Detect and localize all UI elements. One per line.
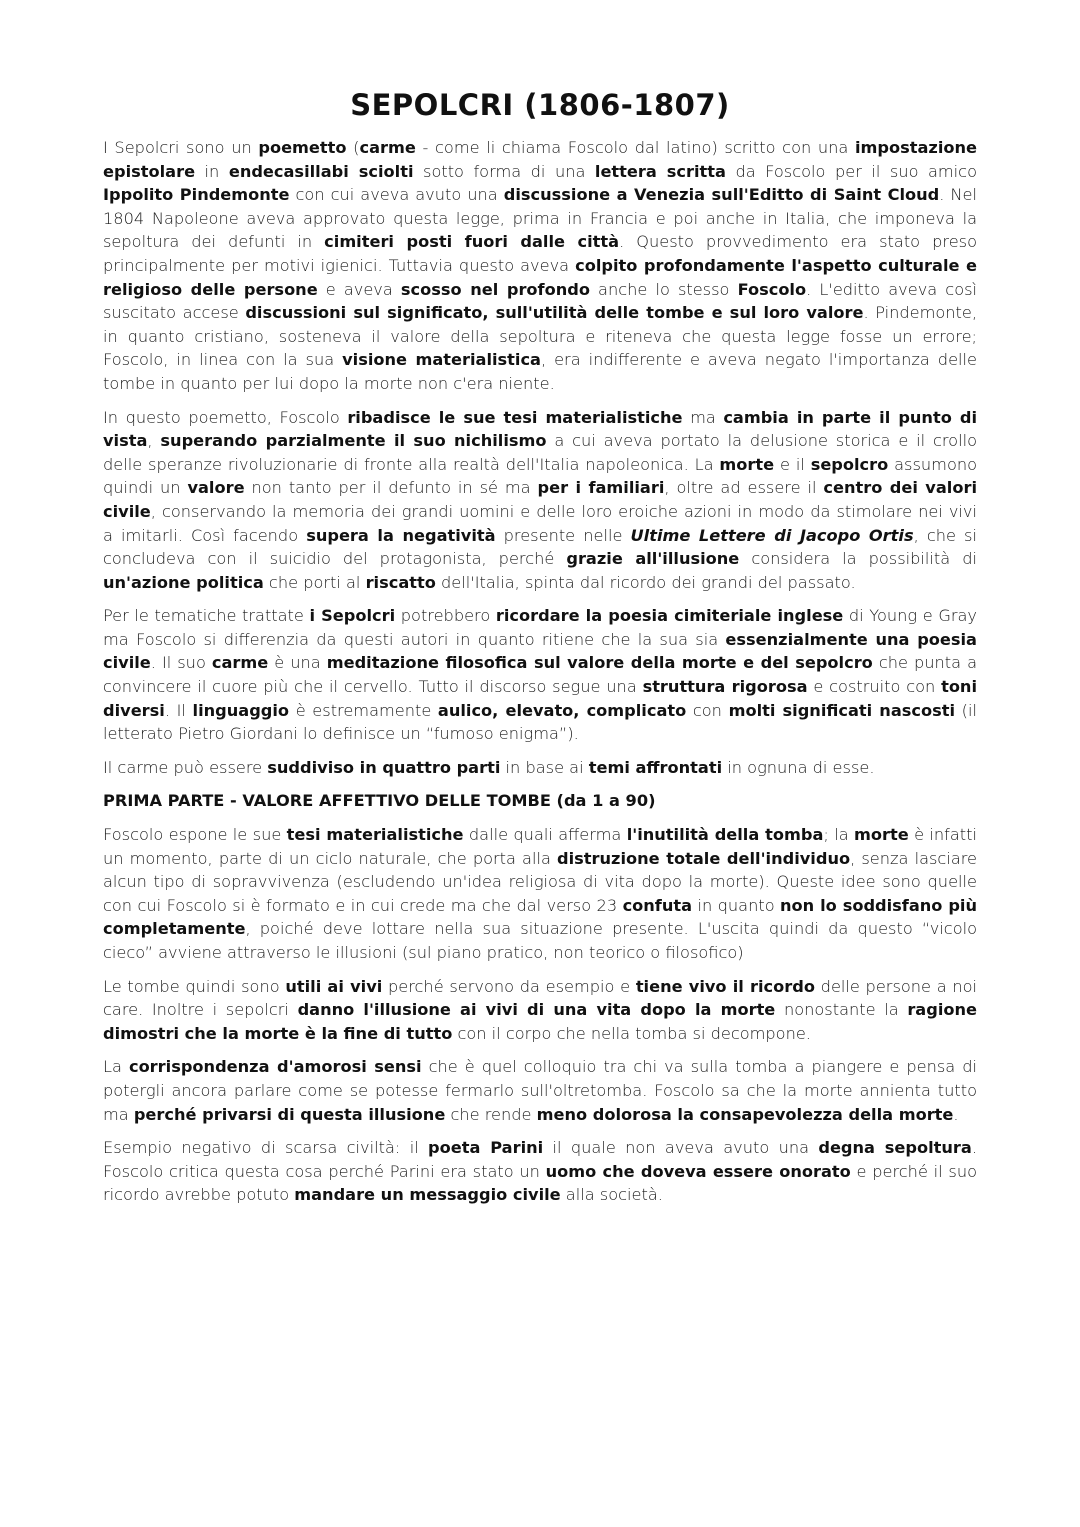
body-text: che punta a convincere il cuore più che il cervello. Tutto il discorso segue una xyxy=(103,653,977,697)
emphasis-text: superando parzialmente il suo nichilismo xyxy=(160,431,547,451)
emphasis-text: morte xyxy=(719,454,775,474)
body-text: sotto forma di una xyxy=(413,161,595,181)
emphasis-text: meno dolorosa la consapevolezza della morte xyxy=(536,1104,954,1124)
emphasis-text: Foscolo xyxy=(737,279,807,299)
emphasis-text: molti significati nascosti xyxy=(728,700,956,720)
body-text: In questo poemetto, Foscolo xyxy=(103,407,348,427)
body-text: è estremamente xyxy=(289,700,438,720)
body-text: e il xyxy=(774,454,811,474)
emphasis-text: danno l'illusione ai vivi di una vita dopo la morte xyxy=(297,1000,776,1020)
body-text: e aveva xyxy=(317,279,401,299)
body-text: , oltre ad essere il xyxy=(664,478,824,498)
body-text: con cui aveva avuto una xyxy=(289,185,504,205)
emphasis-text: linguaggio xyxy=(192,700,290,720)
emphasis-text: non lo soddisfano più completamente xyxy=(103,895,977,939)
body-text: in ognuna di esse. xyxy=(722,757,875,777)
emphasis-text: meditazione filosofica sul valore della morte e del sepolcro xyxy=(326,653,873,673)
body-text: La xyxy=(103,1057,129,1077)
body-text: nonostante la xyxy=(775,1000,908,1020)
emphasis-text: impostazione epistolare xyxy=(103,138,977,181)
body-text: . Pindemonte, in quanto cristiano, sosteneva il valore della sepoltura e riteneva che questa legge fosse un errore; Foscolo, in linea con la sua xyxy=(103,303,978,370)
document-title: SEPOLCRI (1806-1807) xyxy=(350,88,730,122)
body-text: , conservando la memoria dei grandi uomini e delle loro eroiche azioni in modo da stimolare nei vivi a imitarli. Così facendo xyxy=(103,501,977,545)
body-text: che rende xyxy=(445,1104,537,1124)
section-paragraphs xyxy=(103,823,977,1207)
emphasis-text: ribadisce le sue tesi materialistiche xyxy=(347,407,683,427)
emphasis-text: discussioni sul significato, sull'utilità delle tombe e sul loro valore xyxy=(245,303,864,323)
emphasis-text: tiene vivo il ricordo xyxy=(635,976,815,996)
body-text: . Questo provvedimento era stato preso principalmente per motivi igienici. Tuttavia questo aveva xyxy=(103,232,977,275)
emphasis-text: poeta Parini xyxy=(428,1138,544,1158)
emphasis-text: toni diversi xyxy=(103,677,978,720)
document-page xyxy=(103,88,977,1217)
body-text: . L'editto aveva così suscitato accese xyxy=(103,279,978,323)
body-text: di Young e Gray ma Foscolo si differenzia da questi autori in quanto ritiene che la sua sia xyxy=(103,606,978,649)
section-heading: PRIMA PARTE - VALORE AFFETTIVO DELLE TOMBE (da 1 a 90) xyxy=(103,791,656,811)
body-text: è infatti un momento, parte di un ciclo naturale, che porta alla xyxy=(103,825,977,868)
emphasis-text: morte xyxy=(854,825,909,845)
body-text: dalle quali afferma xyxy=(463,825,627,845)
emphasis-text: per i familiari xyxy=(537,478,665,498)
body-text: I Sepolcri sono un xyxy=(103,138,259,157)
body-text: - come li chiama Foscolo dal latino) scritto con una xyxy=(415,138,855,157)
body-text: perché servono da esempio e xyxy=(382,976,636,996)
emphasis-text: utili ai vivi xyxy=(285,976,383,996)
emphasis-text: mandare un messaggio civile xyxy=(294,1185,561,1205)
body-text: , che si concludeva con il suicidio del protagonista, perché xyxy=(103,525,977,569)
body-text: in base ai xyxy=(500,757,589,777)
body-text: , xyxy=(147,431,161,451)
emphasis-text: ricordare la poesia cimiteriale inglese xyxy=(495,606,844,626)
emphasis-text: perché privarsi di questa illusione xyxy=(133,1104,446,1124)
body-text: e costruito con xyxy=(807,677,942,697)
emphasis-text: tesi materialistiche xyxy=(286,825,464,845)
body-text: assumono quindi un xyxy=(103,454,978,498)
body-text: , senza lasciare alcun tipo di sopravvivenza (escludendo un'idea religiosa di vita dopo la morte). Queste idee sono quelle con cui Foscolo si è formato e in cui crede ma che dal verso 23 xyxy=(103,848,977,915)
emphasis-text: l'inutilità della tomba xyxy=(626,825,824,845)
body-text: Le tombe quindi sono xyxy=(103,976,286,996)
body-text: . xyxy=(953,1104,959,1124)
body-text: da Foscolo per il suo amico xyxy=(725,161,977,181)
emphasis-text: supera la negatività xyxy=(306,525,496,545)
body-text: . Il suo xyxy=(150,653,212,673)
paragraph-p8 xyxy=(103,1136,977,1207)
body-text: Foscolo espone le sue xyxy=(103,825,287,845)
body-text: ma xyxy=(682,407,724,427)
body-text: presente nelle xyxy=(495,525,631,545)
body-text: che porti al xyxy=(263,572,366,592)
body-text: in xyxy=(195,161,229,181)
emphasis-text: centro dei valori civile xyxy=(103,478,977,521)
emphasis-text: carme xyxy=(211,653,269,673)
emphasis-text: poemetto xyxy=(258,138,347,157)
paragraph-p2 xyxy=(103,406,977,595)
emphasis-text: colpito profondamente l'aspetto culturale e religioso delle persone xyxy=(103,255,977,299)
emphasis-text: un'azione politica xyxy=(103,572,264,592)
body-text: e perché il suo ricordo avrebbe potuto xyxy=(103,1161,977,1205)
emphasis-text: sepolcro xyxy=(810,454,889,474)
emphasis-text: suddiviso in quattro parti xyxy=(267,757,501,777)
emphasis-text: struttura rigorosa xyxy=(642,677,808,697)
body-text: è una xyxy=(268,653,327,673)
body-text: con xyxy=(686,700,729,720)
emphasis-text: cambia in parte il punto di vista xyxy=(103,407,977,451)
body-text: Per le tematiche trattate xyxy=(103,606,310,626)
emphasis-text: confuta xyxy=(622,895,693,915)
paragraph-p4 xyxy=(103,756,977,780)
emphasis-text: distruzione totale dell'individuo xyxy=(557,848,851,868)
emphasis-text: grazie all'illusione xyxy=(566,549,740,569)
emphasis-text: essenzialmente una poesia civile xyxy=(103,629,977,673)
emphasis-text: aulico, elevato, complicato xyxy=(437,700,687,720)
emphasis-text: uomo che doveva essere onorato xyxy=(545,1161,851,1181)
body-text: Il carme può essere xyxy=(103,757,268,777)
body-text: alla società. xyxy=(560,1185,663,1205)
body-text: non tanto per il defunto in sé ma xyxy=(244,478,538,498)
paragraph-p1 xyxy=(103,136,977,396)
emphasis-text: corrispondenza d'amorosi sensi xyxy=(128,1057,422,1077)
emphasis-text: riscatto xyxy=(365,572,436,592)
emphasis-text: endecasillabi sciolti xyxy=(228,161,414,181)
emphasis-text: visione materialistica xyxy=(342,350,541,370)
emphasis-text: carme xyxy=(359,138,416,157)
emphasis-text: scosso nel profondo xyxy=(400,279,590,299)
body-text: dell'Italia, spinta dal ricordo dei grandi del passato. xyxy=(435,572,856,592)
body-text: il quale non aveva avuto una xyxy=(543,1138,819,1158)
emphasis-text: valore xyxy=(187,478,245,498)
emphasis-text: discussione a Venezia sull'Editto di Saint Cloud xyxy=(503,185,940,205)
body-text: . Foscolo critica questa cosa perché Parini era stato un xyxy=(103,1138,977,1181)
body-text: che è quel colloquio tra chi va sulla tomba a piangere e pensa di potergli ancora parlare come se potesse fermarlo sull'oltretomba. Foscolo sa che la morte annienta tutto ma xyxy=(103,1057,977,1124)
emphasis-text: Ippolito Pindemonte xyxy=(103,185,290,205)
body-text: (il letterato Pietro Giordani lo definisce un “fumoso enigma”). xyxy=(103,700,977,744)
body-text: con il corpo che nella tomba si decompone. xyxy=(452,1023,811,1043)
emphasis-text: Ultime Lettere di Jacopo Ortis xyxy=(630,525,914,545)
emphasis-text: i Sepolcri xyxy=(309,606,396,626)
paragraph-p3 xyxy=(103,604,977,746)
body-text: . Il xyxy=(164,700,193,720)
intro-paragraphs xyxy=(103,136,977,779)
emphasis-text: lettera scritta xyxy=(594,161,726,181)
body-text: , poiché deve lottare nella sua situazione presente. L'uscita quindi da questo “vicolo cieco” avviene attraverso le illusioni (sul piano pratico, non teorico o filosofico) xyxy=(103,919,977,962)
emphasis-text: degna sepoltura xyxy=(818,1138,972,1158)
body-text: considera la possibilità di xyxy=(739,549,977,569)
body-text: . Nel 1804 Napoleone aveva approvato questa legge, prima in Francia e poi anche in Italia, che imponeva la sepoltura dei defunti in xyxy=(103,185,977,252)
body-text: , era indifferente e aveva negato l'importanza delle tombe in quanto per lui dopo la morte non c'era niente. xyxy=(103,350,977,393)
body-text: in quanto xyxy=(692,895,781,915)
paragraph-p5 xyxy=(103,823,977,965)
body-text: potrebbero xyxy=(395,606,496,626)
body-text: ; la xyxy=(823,825,855,845)
body-text: Esempio negativo di scarsa civiltà: il xyxy=(103,1138,429,1158)
body-text: ( xyxy=(346,138,360,157)
emphasis-text: cimiteri posti fuori dalle città xyxy=(324,232,620,252)
body-text: delle persone a noi care. Inoltre i sepolcri xyxy=(103,976,977,1020)
emphasis-text: temi affrontati xyxy=(588,757,723,777)
paragraph-p6 xyxy=(103,975,977,1046)
paragraph-p7 xyxy=(103,1055,977,1126)
emphasis-text: ragione dimostri che la morte è la fine di tutto xyxy=(103,1000,977,1043)
body-text: anche lo stesso xyxy=(589,279,738,299)
body-text: a cui aveva portato la delusione storica e il crollo delle speranze rivoluzionarie di fronte alla realtà dell'Italia napoleonica. La xyxy=(103,431,977,474)
